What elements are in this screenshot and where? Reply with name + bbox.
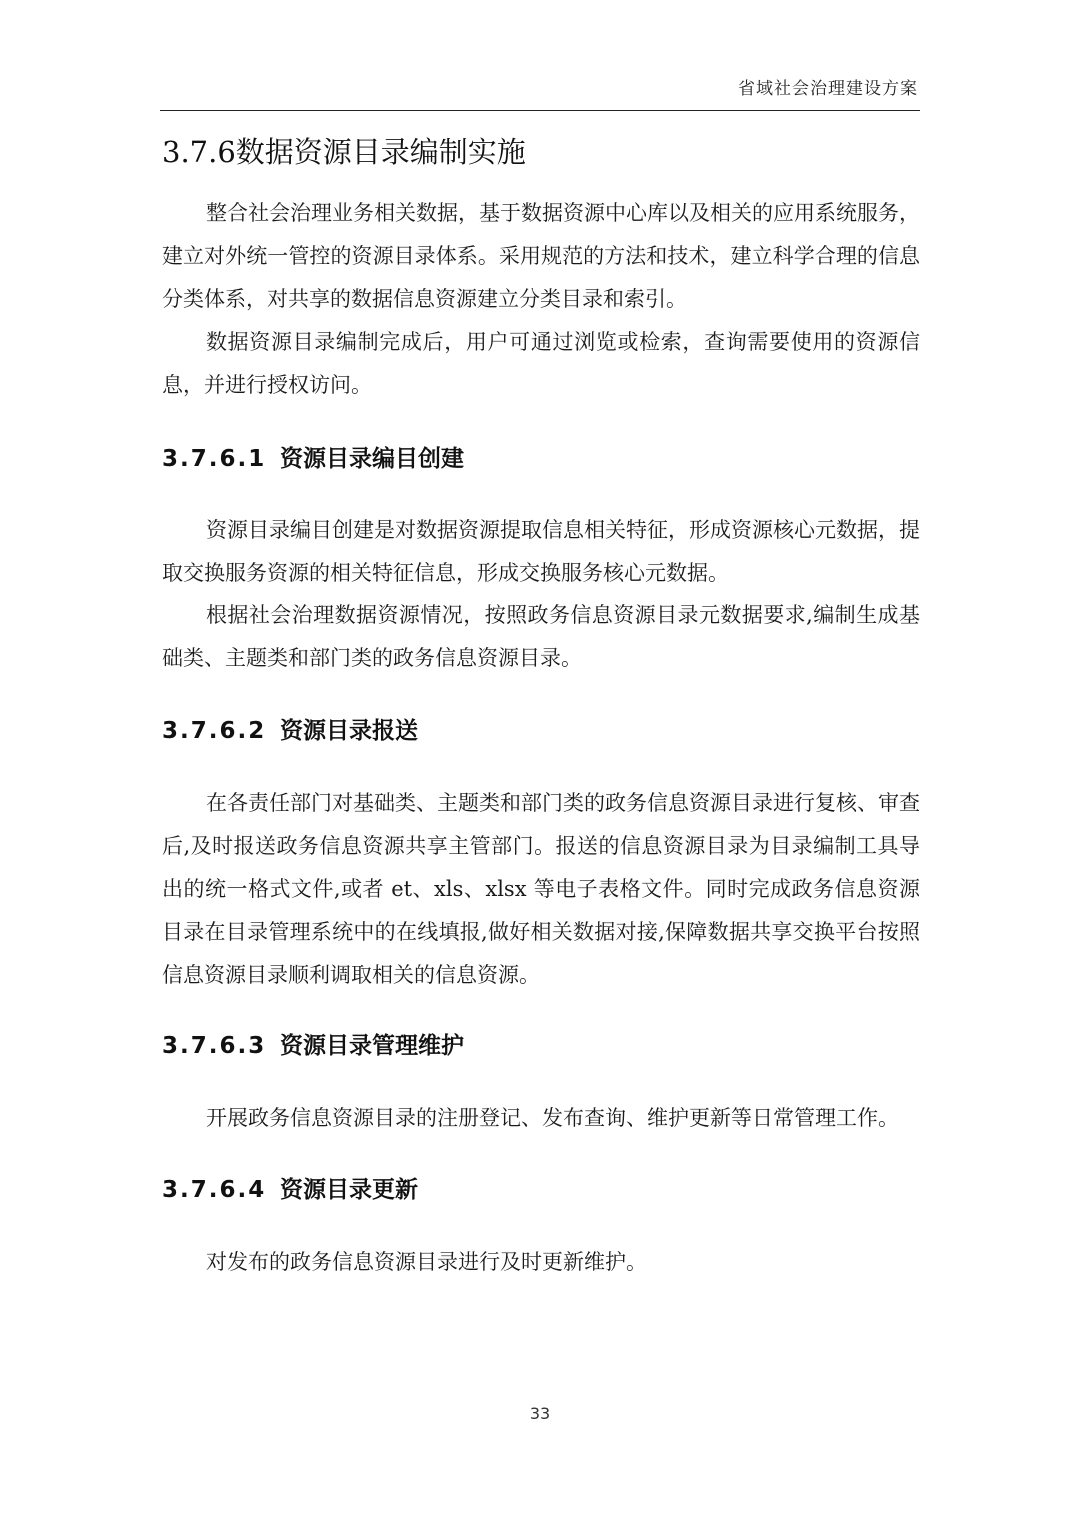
subsection-number: 3.7.6.1 — [162, 446, 267, 472]
section-title: 3.7.6数据资源目录编制实施 — [162, 135, 526, 169]
subsection-2-paragraph-1: 在各责任部门对基础类、主题类和部门类的政务信息资源目录进行复核、审查后,及时报送政务信息资源共享主管部门。报送的信息资源目录为目录编制工具导出的统一格式文件,或者 et、xls、xlsx 等电子表格文件。同时完成政务信息资源目录在目录管理系统中的在线填报,做好相关数据对接,保障数据共享交换平台按照信息资源目录顺利调取相关的信息资源。 — [162, 791, 920, 987]
subsection-number: 3.7.6.2 — [162, 718, 267, 744]
subsection-heading-4 — [162, 1171, 418, 1204]
subsection-title: 资源目录更新 — [280, 1177, 418, 1203]
subsection-number: 3.7.6.4 — [162, 1177, 267, 1203]
page-number: 33 — [529, 1404, 551, 1423]
section-paragraph-2: 数据资源目录编制完成后，用户可通过浏览或检索，查询需要使用的资源信息，并进行授权访问。 — [162, 330, 920, 397]
subsection-title: 资源目录报送 — [280, 718, 418, 744]
header-rule — [160, 110, 920, 111]
section-paragraph-1: 整合社会治理业务相关数据，基于数据资源中心库以及相关的应用系统服务，建立对外统一管控的资源目录体系。采用规范的方法和技术，建立科学合理的信息分类体系，对共享的数据信息资源建立分类目录和索引。 — [162, 201, 920, 311]
subsection-heading-3 — [162, 1027, 464, 1060]
subsection-title: 资源目录编目创建 — [280, 446, 464, 472]
subsection-4-paragraph-1: 对发布的政务信息资源目录进行及时更新维护。 — [206, 1250, 647, 1274]
subsection-heading-1 — [162, 440, 464, 473]
subsection-heading-2 — [162, 712, 418, 745]
running-header: 省域社会治理建设方案 — [738, 79, 918, 99]
subsection-1-paragraph-2: 根据社会治理数据资源情况，按照政务信息资源目录元数据要求,编制生成基础类、主题类和部门类的政务信息资源目录。 — [162, 603, 920, 670]
subsection-title: 资源目录管理维护 — [280, 1033, 464, 1059]
subsection-1-paragraph-1: 资源目录编目创建是对数据资源提取信息相关特征，形成资源核心元数据，提取交换服务资源的相关特征信息，形成交换服务核心元数据。 — [162, 518, 920, 585]
subsection-number: 3.7.6.3 — [162, 1033, 267, 1059]
subsection-3-paragraph-1: 开展政务信息资源目录的注册登记、发布查询、维护更新等日常管理工作。 — [206, 1106, 899, 1130]
